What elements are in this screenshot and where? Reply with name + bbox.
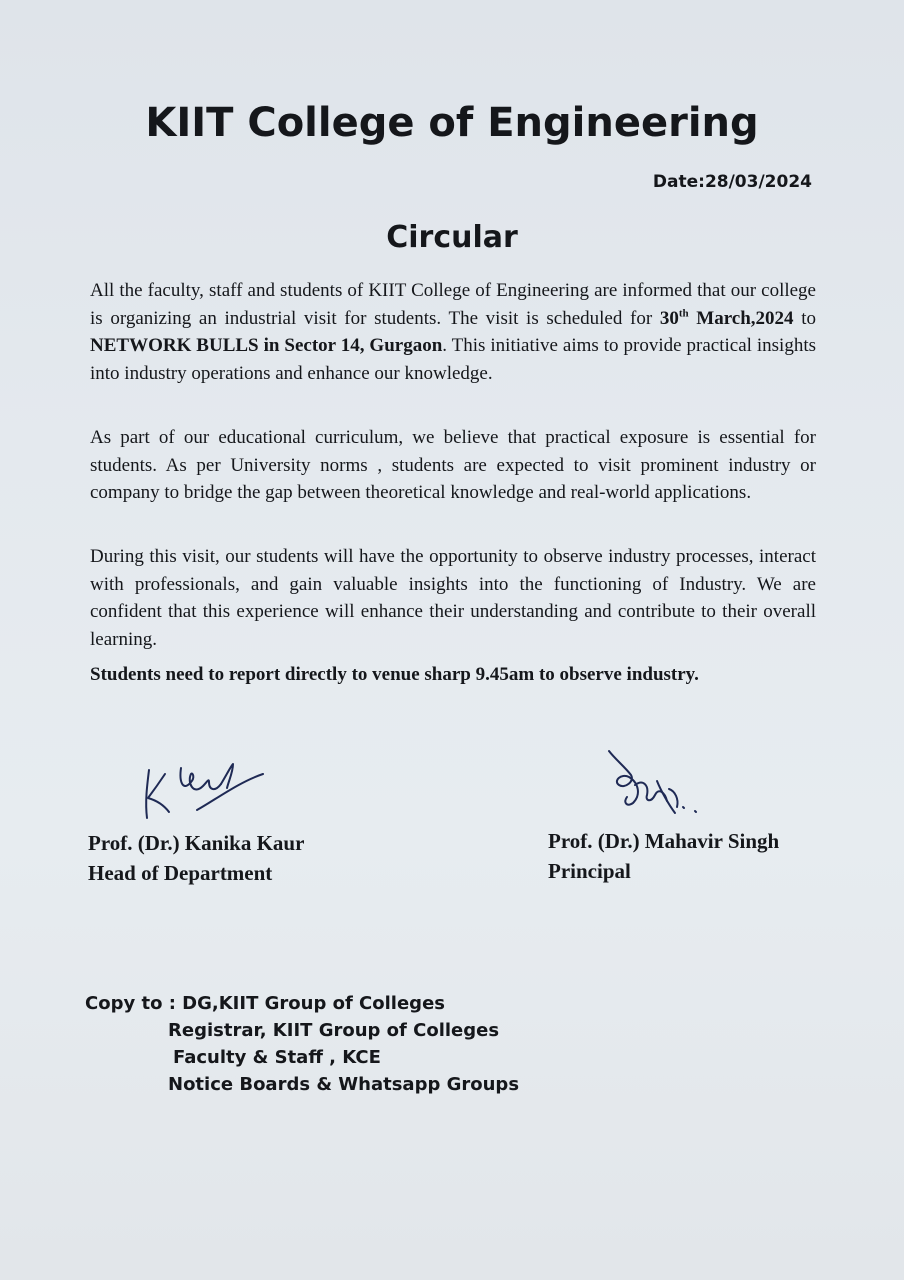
copy-to-label: Copy to : <box>85 993 183 1014</box>
paragraph-1 <box>90 277 816 387</box>
paragraph-1-to: to <box>793 307 816 329</box>
principal-signature-image <box>595 745 715 825</box>
circular-title: Circular <box>386 220 518 255</box>
copy-to-recipient: Notice Boards & Whatsapp Groups <box>168 1074 520 1095</box>
college-name: KIIT College of Engineering <box>145 100 759 146</box>
copy-to-recipient: Faculty & Staff , KCE <box>173 1047 381 1068</box>
principal-name: Prof. (Dr.) Mahavir Singh <box>548 829 780 853</box>
copy-to-recipient: Registrar, KIIT Group of Colleges <box>168 1020 500 1041</box>
visit-date: 30th March,2024 <box>659 307 794 329</box>
circular-date: Date:28/03/2024 <box>652 172 812 192</box>
hod-signature-image <box>135 752 275 832</box>
paragraph-3: During this visit, our students will have the opportunity to observe industry processes, interact with professionals, and gain valuable insights into the functioning of Industry. We are confident that this experience will enhance their understanding and contribute to their overall learning. <box>90 546 816 650</box>
visit-venue: NETWORK BULLS in Sector 14, Gurgaon <box>90 335 443 356</box>
copy-to-list <box>85 990 519 1098</box>
paragraph-1-intro: All the faculty, staff and students of KIIT College of Engineering are informed that our college is organizing an industrial visit for students. The visit is scheduled for <box>90 280 816 329</box>
copy-to-first-line <box>85 990 519 1017</box>
principal-signature-block <box>548 826 779 886</box>
hod-signature-block <box>88 828 304 888</box>
paragraph-1-outro: . This initiative aims to provide practical insights into industry operations and enhance our knowledge. <box>90 335 816 384</box>
hod-designation: Head of Department <box>88 861 273 885</box>
principal-designation: Principal <box>548 859 631 883</box>
paragraph-2: As part of our educational curriculum, we believe that practical exposure is essential for students. As per University norms , students are expected to visit prominent industry or company to bridge the gap between theoretical knowledge and real-world applications. <box>90 427 816 503</box>
hod-name: Prof. (Dr.) Kanika Kaur <box>88 831 305 855</box>
copy-to-recipient: DG,KIIT Group of Colleges <box>182 993 445 1014</box>
report-note: Students need to report directly to venue sharp 9.45am to observe industry. <box>90 664 699 685</box>
